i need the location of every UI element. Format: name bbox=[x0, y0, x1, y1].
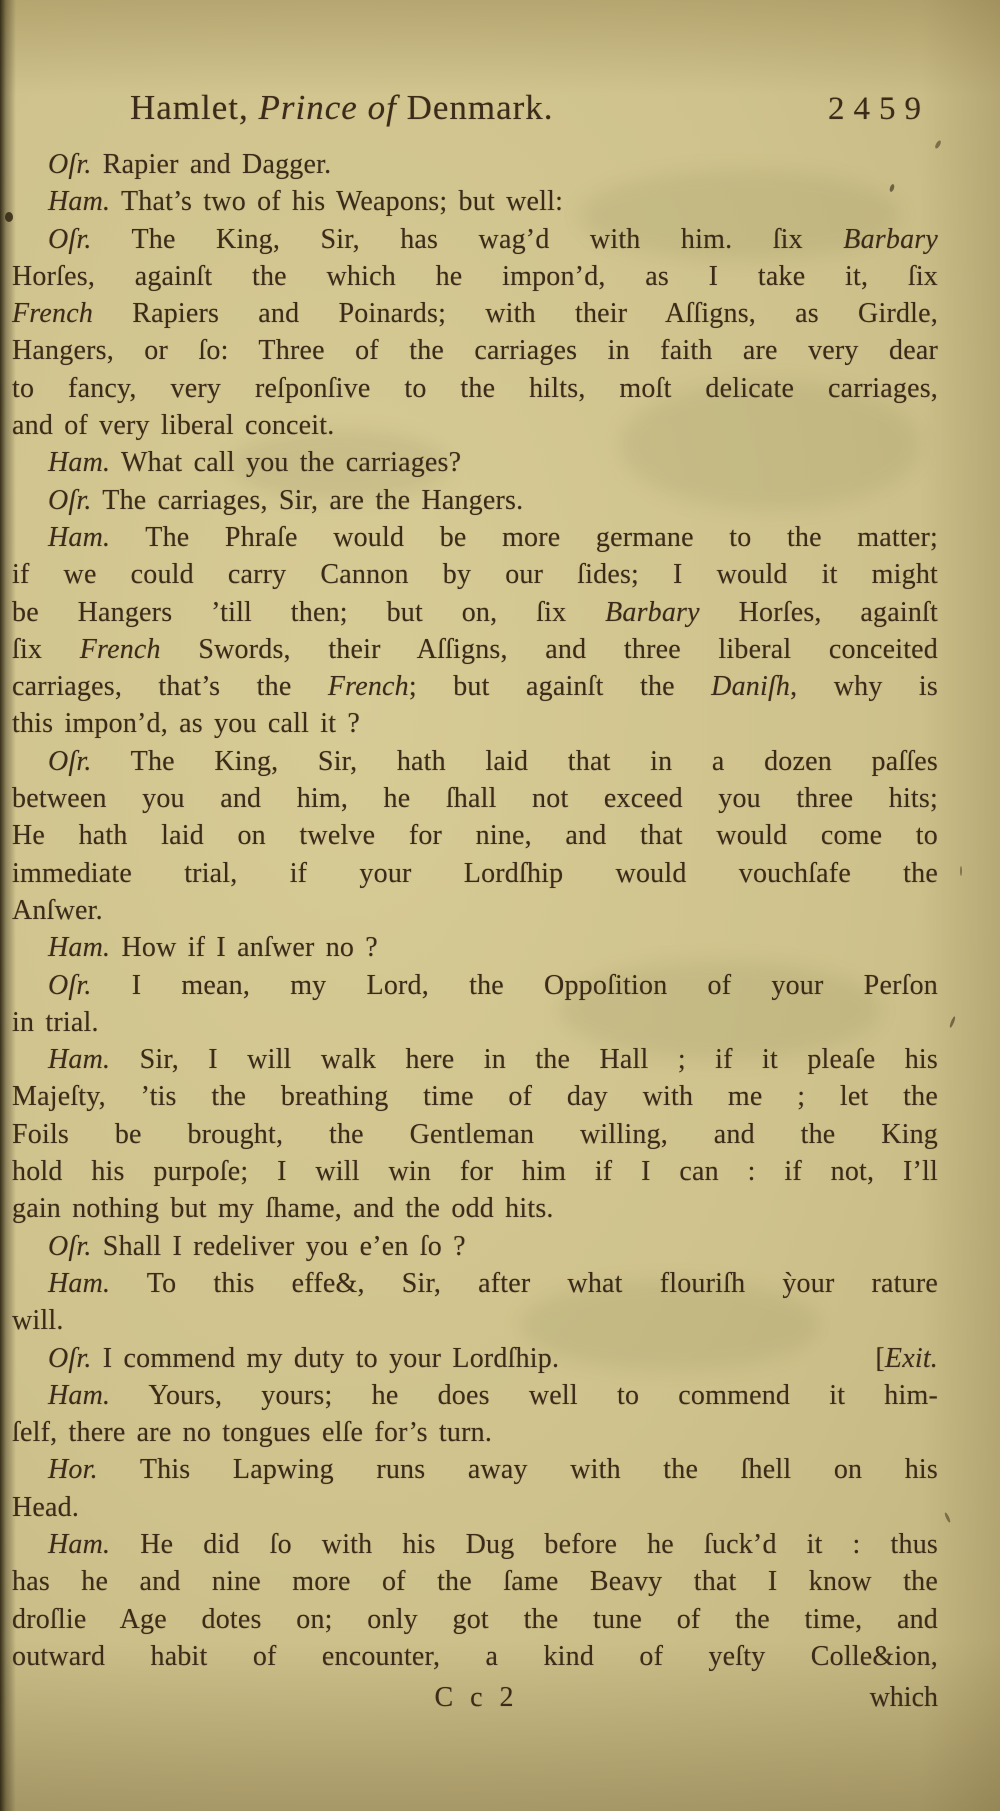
text-line: Ham. Yours, yours; he does well to commend it him- bbox=[48, 1379, 938, 1411]
signature-line bbox=[12, 1679, 938, 1716]
text-line: immediate trial, if your Lordſhip would vouchſafe the bbox=[12, 857, 938, 889]
text-block bbox=[12, 146, 938, 1675]
text-line: will. bbox=[12, 1305, 64, 1337]
text-line: carriages, that’s the French; but againſt the Daniſh, why is bbox=[12, 671, 938, 703]
text-line: Ham. To this effe&, Sir, after what flouriſh ỳour rature bbox=[48, 1267, 938, 1299]
margin-ink-mark bbox=[5, 212, 13, 222]
text-line: gain nothing but my ſhame, and the odd hits. bbox=[12, 1193, 554, 1225]
text-line: Hor. This Lapwing runs away with the ſhell on his bbox=[48, 1454, 938, 1486]
text-line: be Hangers ’till then; but on, ſix Barbary Horſes, againſt bbox=[12, 596, 939, 628]
text-line: and of very liberal conceit. bbox=[12, 410, 335, 442]
text-line: to fancy, very reſponſive to the hilts, moſt delicate carriages, bbox=[12, 372, 938, 404]
text-line: Head. bbox=[12, 1491, 80, 1523]
text-line: ſix French Swords, their Aſſigns, and three liberal conceited bbox=[12, 633, 938, 665]
catchword: which bbox=[869, 1682, 938, 1713]
page-title: Hamlet, Prince of Denmark. bbox=[130, 88, 554, 127]
text-line: this impon’d, as you call it ? bbox=[12, 708, 361, 740]
text-line: Ham. What call you the carriages? bbox=[48, 447, 462, 479]
text-line: ſelf, there are no tongues elſe for’s turn. bbox=[12, 1417, 493, 1449]
text-line: Anſwer. bbox=[12, 894, 103, 926]
text-line: has he and nine more of the ſame Beavy that I know the bbox=[12, 1566, 938, 1598]
text-line: if we could carry Cannon by our ſides; I would it might bbox=[12, 559, 938, 591]
text-line: hold his purpoſe; I will win for him if I can : if not, I’ll bbox=[12, 1156, 938, 1188]
text-line: Ham. He did ſo with his Dug before he ſuck’d it : thus bbox=[48, 1528, 938, 1560]
text-line: French Rapiers and Poinards; with their Aſſigns, as Girdle, bbox=[12, 298, 938, 330]
page-number: 2459 bbox=[828, 91, 930, 127]
stage-direction: [Exit. bbox=[875, 1342, 938, 1374]
text-line: Majeſty, ’tis the breathing time of day with me ; let the bbox=[12, 1081, 938, 1113]
text-line: Oſr. The King, Sir, hath laid that in a dozen paſſes bbox=[48, 745, 938, 777]
text-line: Oſr. I commend my duty to your Lordſhip. [Exit. bbox=[12, 1340, 938, 1377]
text-line: Oſr. The carriages, Sir, are the Hangers. bbox=[48, 484, 524, 516]
text-line: droſlie Age dotes on; only got the tune of the time, and bbox=[12, 1603, 938, 1635]
text-line: Oſr. Rapier and Dagger. bbox=[48, 149, 332, 180]
text-line: Ham. That’s two of his Weapons; but well: bbox=[48, 186, 564, 218]
ink-speck bbox=[934, 140, 942, 150]
text-line: Ham. How if I anſwer no ? bbox=[48, 932, 378, 964]
ink-speck bbox=[949, 1016, 956, 1028]
ink-speck bbox=[944, 1512, 951, 1523]
text-line: Ham. The Phraſe would be more germane to the matter; bbox=[48, 521, 938, 553]
text-line: Horſes, againſt the which he impon’d, as I take it, ſix bbox=[12, 260, 938, 292]
text-line: Oſr. Shall I redeliver you e’en ſo ? bbox=[48, 1230, 466, 1262]
text-line: between you and him, he ſhall not exceed you three hits; bbox=[12, 783, 938, 815]
text-line: Ham. Sir, I will walk here in the Hall ; if it pleaſe his bbox=[48, 1044, 938, 1076]
text-line: in trial. bbox=[12, 1006, 99, 1038]
signature-mark: C c 2 bbox=[434, 1682, 516, 1713]
text-line: Oſr. The King, Sir, has wag’d with him. ſix Barbary bbox=[48, 223, 938, 255]
text-line: Oſr. I mean, my Lord, the Oppoſition of your Perſon bbox=[48, 969, 938, 1001]
text-line: outward habit of encounter, a kind of yeſty Colle&ion, bbox=[12, 1640, 938, 1672]
text-line: Hangers, or ſo: Three of the carriages in faith are very dear bbox=[12, 335, 938, 367]
text-line: Foils be brought, the Gentleman willing, and the King bbox=[12, 1118, 938, 1150]
text-line: He hath laid on twelve for nine, and that would come to bbox=[12, 820, 938, 852]
running-header bbox=[12, 88, 958, 134]
ink-speck bbox=[960, 866, 962, 876]
